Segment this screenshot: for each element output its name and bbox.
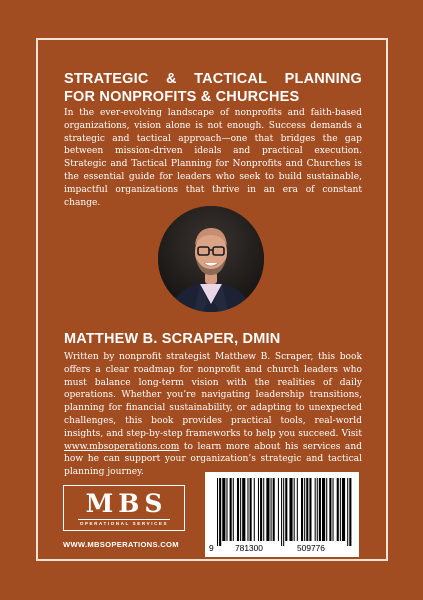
title-word: PLANNING bbox=[284, 71, 362, 87]
mbs-logo bbox=[63, 485, 185, 531]
author-name: MATTHEW B. SCRAPER, DMIN bbox=[64, 331, 281, 347]
author-photo bbox=[158, 206, 264, 312]
title-word: TACTICAL bbox=[194, 71, 268, 87]
title-word: & bbox=[166, 71, 177, 87]
intro-paragraph: In the ever-evolving landscape of nonprofits and faith-based organizations, vision alone is not enough. Success demands a strategic and tactical approach—one that bridges the gap between mission-driven ideals and practical execution. Strategic and Tactical Planning for Nonprofits and Churches is the essential guide for leaders who seek to build sustainable, impactful organizations that thrive in an era of constant change. bbox=[64, 108, 362, 208]
book-title bbox=[64, 70, 362, 106]
logo-text: MBS bbox=[85, 489, 168, 518]
logo-divider bbox=[78, 519, 170, 520]
barcode-digits bbox=[205, 543, 359, 555]
website-url: WWW.MBSOPERATIONS.COM bbox=[63, 540, 179, 549]
title-line-2: FOR NONPROFITS & CHURCHES bbox=[64, 89, 300, 105]
logo-subtitle: OPERATIONAL SERVICES bbox=[79, 521, 169, 526]
bio-text-end: to learn more about his services and how he can support your organization’s strategic and tactical planning journey. bbox=[64, 441, 362, 478]
author-bio bbox=[64, 351, 362, 479]
author-portrait-image bbox=[158, 206, 264, 312]
isbn-barcode bbox=[205, 472, 359, 557]
barcode-digit-group: 781300 bbox=[235, 543, 263, 553]
title-word: STRATEGIC bbox=[64, 71, 149, 87]
bio-text: Written by nonprofit strategist Matthew B. Scraper, this book offers a clear roadmap for nonprofit and church leaders who must balance long-term vision with the realities of daily operations. Whether you’re navigating leadership transitions, planning for financial sustainability, or adapting to unexpected challenges, this book provides practical tools, real-world insights, and step-by-step frameworks to help you succeed. Visit bbox=[64, 352, 362, 439]
barcode-digit-group: 509776 bbox=[297, 543, 325, 553]
barcode-digit-group: 9 bbox=[209, 543, 214, 553]
website-link[interactable]: www.mbsoperations.com bbox=[64, 441, 180, 452]
